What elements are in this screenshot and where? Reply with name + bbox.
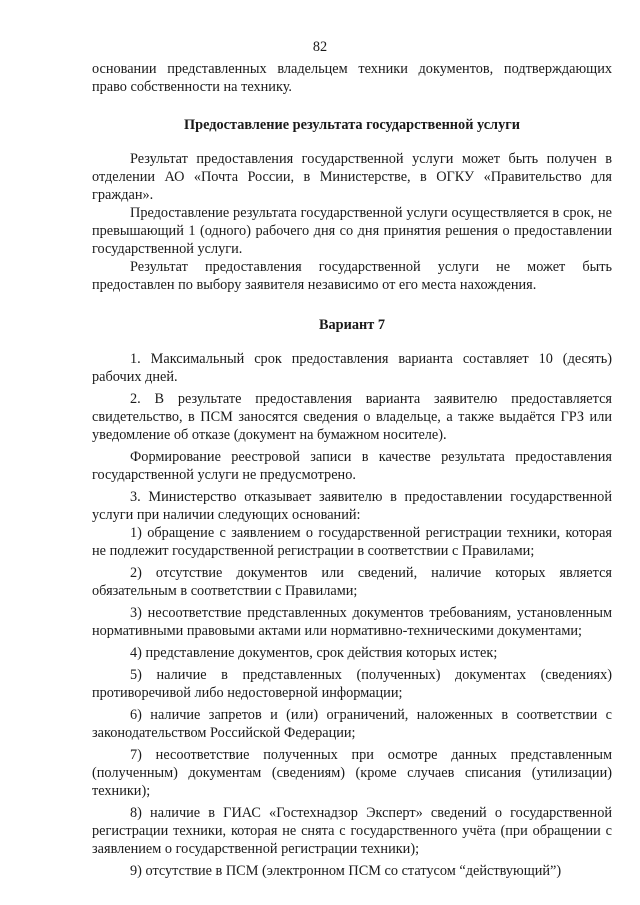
list-item: 2) отсутствие документов или сведений, наличие которых является обязательным в соответствии с Правилами;: [92, 565, 612, 599]
paragraph: 3. Министерство отказывает заявителю в предоставлении государственной услуги при наличии следующих оснований:: [92, 489, 612, 523]
list-item: 9) отсутствие в ПСМ (электронном ПСМ со статусом “действующий”): [130, 863, 562, 879]
intro-paragraph: основании представленных владельцем техники документов, подтверждающих право собственности на технику.: [92, 61, 612, 95]
paragraph: Предоставление результата государственной услуги осуществляется в срок, не превышающий 1 (одного) рабочего дня со дня принятия решения о предоставлении государственной услуги.: [92, 205, 612, 257]
list-item: 3) несоответствие представленных документов требованиям, установленным нормативными правовыми актами или нормативно-техническими документами;: [92, 605, 612, 639]
section-heading-variant: Вариант 7: [318, 317, 385, 333]
page-content: [92, 60, 612, 880]
list-item: 1) обращение с заявлением о государственной регистрации техники, которая не подлежит государственной регистрации в соответствии с Правилами;: [92, 525, 612, 559]
list-item: 5) наличие в представленных (полученных) документах (сведениях) противоречивой либо недостоверной информации;: [92, 667, 612, 701]
paragraph: Результат предоставления государственной услуги не может быть предоставлен по выбору заявителя независимо от его места нахождения.: [92, 259, 612, 293]
paragraph: 2. В результате предоставления варианта заявителю предоставляется свидетельство, в ПСМ заносятся сведения о владельце, а также выдаётся ГРЗ или уведомление об отказе (документ на бумажном носителе).: [92, 391, 612, 443]
paragraph: Формирование реестровой записи в качестве результата предоставления государственной услуги не предусмотрено.: [92, 449, 612, 483]
page-number: 82: [312, 39, 328, 55]
paragraph: Результат предоставления государственной услуги может быть получен в отделении АО «Почта России, в Министерстве, в ОГКУ «Правительство для граждан».: [92, 151, 612, 203]
section-heading-result: Предоставление результата государственной услуги: [184, 117, 520, 133]
list-item: 4) представление документов, срок действия которых истек;: [130, 645, 498, 661]
list-item: 8) наличие в ГИАС «Гостехнадзор Эксперт» сведений о государственной регистрации техники, которая не снята с государственного учёта (при обращении с заявлением о государственной регистрации техники);: [92, 805, 612, 857]
paragraph: 1. Максимальный срок предоставления варианта составляет 10 (десять) рабочих дней.: [92, 351, 612, 385]
list-item: 7) несоответствие полученных при осмотре данных представленным (полученным) документам (сведениям) (кроме случаев списания (утилизации) техники);: [92, 747, 612, 799]
list-item: 6) наличие запретов и (или) ограничений, наложенных в соответствии с законодательством Российской Федерации;: [92, 707, 612, 741]
